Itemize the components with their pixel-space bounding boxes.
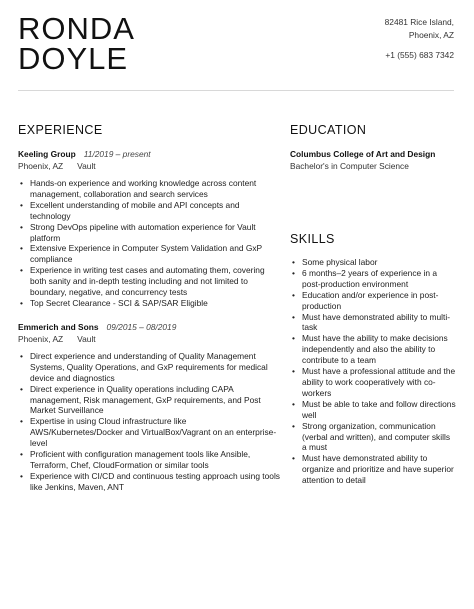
job-bullet: • Excellent understanding of mobile and API concepts and technology xyxy=(18,200,280,222)
job-department: Vault xyxy=(77,333,96,344)
job-header xyxy=(18,321,280,333)
job-bullet: • Hands-on experience and working knowledge across content management, collaboration and search services xyxy=(18,178,280,200)
skill-item: • 6 months–2 years of experience in a post-production environment xyxy=(290,268,456,290)
job-bullet-list xyxy=(18,178,280,309)
candidate-name xyxy=(18,11,135,76)
skill-item: • Must have demonstrated ability to multi-task xyxy=(290,312,456,334)
skill-item: • Must have the ability to make decisions independently and also the ability to contribute to a team xyxy=(290,333,456,366)
job-location-line xyxy=(18,160,280,172)
skill-item: • Education and/or experience in post-production xyxy=(290,290,456,312)
education-school: Columbus College of Art and Design xyxy=(290,149,436,159)
job-location: Phoenix, AZ xyxy=(18,161,64,171)
contact-spacer xyxy=(385,41,454,49)
first-name: RONDA xyxy=(18,11,135,46)
last-name: DOYLE xyxy=(18,41,129,76)
contact-info xyxy=(385,16,454,62)
skill-item: • Must have demonstrated ability to organize and prioritize and have superior attention to detail xyxy=(290,453,456,486)
job-department: Vault xyxy=(77,161,96,171)
job-bullet: • Strong DevOps pipeline with automation experience for Vault platform xyxy=(18,222,280,244)
address-street: 82481 Rice Island, xyxy=(384,17,454,27)
job-bullet: • Expertise in using Cloud infrastructure like AWS/Kubernetes/Docker and VirtualBox/Vagrant on an enterprise-level xyxy=(18,416,280,449)
job-company: Emmerich and Sons xyxy=(18,321,99,332)
job-company: Keeling Group xyxy=(18,149,76,159)
education-degree: Bachelor's in Computer Science xyxy=(290,161,409,171)
job-bullet-list xyxy=(18,351,280,493)
job-bullet: • Top Secret Clearance - SCI & SAP/SAR Eligible xyxy=(18,298,280,309)
phone-number: +1 (555) 683 7342 xyxy=(385,50,454,60)
job-bullet: • Proficient with configuration management tools like Ansible, Terraform, Chef, CloudFormation or similar tools xyxy=(18,449,280,471)
job-bullet: • Experience in writing test cases and automating them, covering both sanity and in-depth testing including and not limited to boundary, negative, and concurrency tests xyxy=(18,265,280,298)
header-divider xyxy=(18,90,454,91)
sidebar-column xyxy=(290,122,456,486)
experience-column xyxy=(18,122,280,505)
job-header xyxy=(18,148,280,160)
skill-item: • Must be able to take and follow directions well xyxy=(290,399,456,421)
job-bullet: • Experience with CI/CD and continuous testing approach using tools like Jenkins, Maven, ANT xyxy=(18,471,280,493)
job-location: Phoenix, AZ xyxy=(18,333,64,344)
job-bullet: • Extensive Experience in Computer System Validation and GxP compliance xyxy=(18,243,280,265)
skill-item: • Strong organization, communication (verbal and written), and computer skills a must xyxy=(290,421,456,454)
skill-item: • Some physical labor xyxy=(290,257,456,268)
job-dates: 11/2019 – present xyxy=(83,149,151,159)
job-bullet: • Direct experience in Quality operations including CAPA management, Risk management, GxP requirements, and Post Market Surveillance xyxy=(18,384,280,417)
education-heading: EDUCATION xyxy=(290,123,367,137)
job-bullet: • Direct experience and understanding of Quality Management Systems, Quality Operations, and GxP requirements for medical device and diagnostics xyxy=(18,351,280,384)
skills-section xyxy=(290,231,456,486)
address-city: Phoenix, AZ xyxy=(408,29,454,40)
skills-heading: SKILLS xyxy=(290,232,335,246)
skill-item: • Must have a professional attitude and the ability to work cooperatively with co-workers xyxy=(290,366,456,399)
skills-list xyxy=(290,257,456,486)
job-entry xyxy=(18,148,280,309)
job-location-line xyxy=(18,333,280,345)
job-dates: 09/2015 – 08/2019 xyxy=(106,321,177,332)
experience-heading: EXPERIENCE xyxy=(18,123,103,137)
job-entry xyxy=(18,321,280,493)
